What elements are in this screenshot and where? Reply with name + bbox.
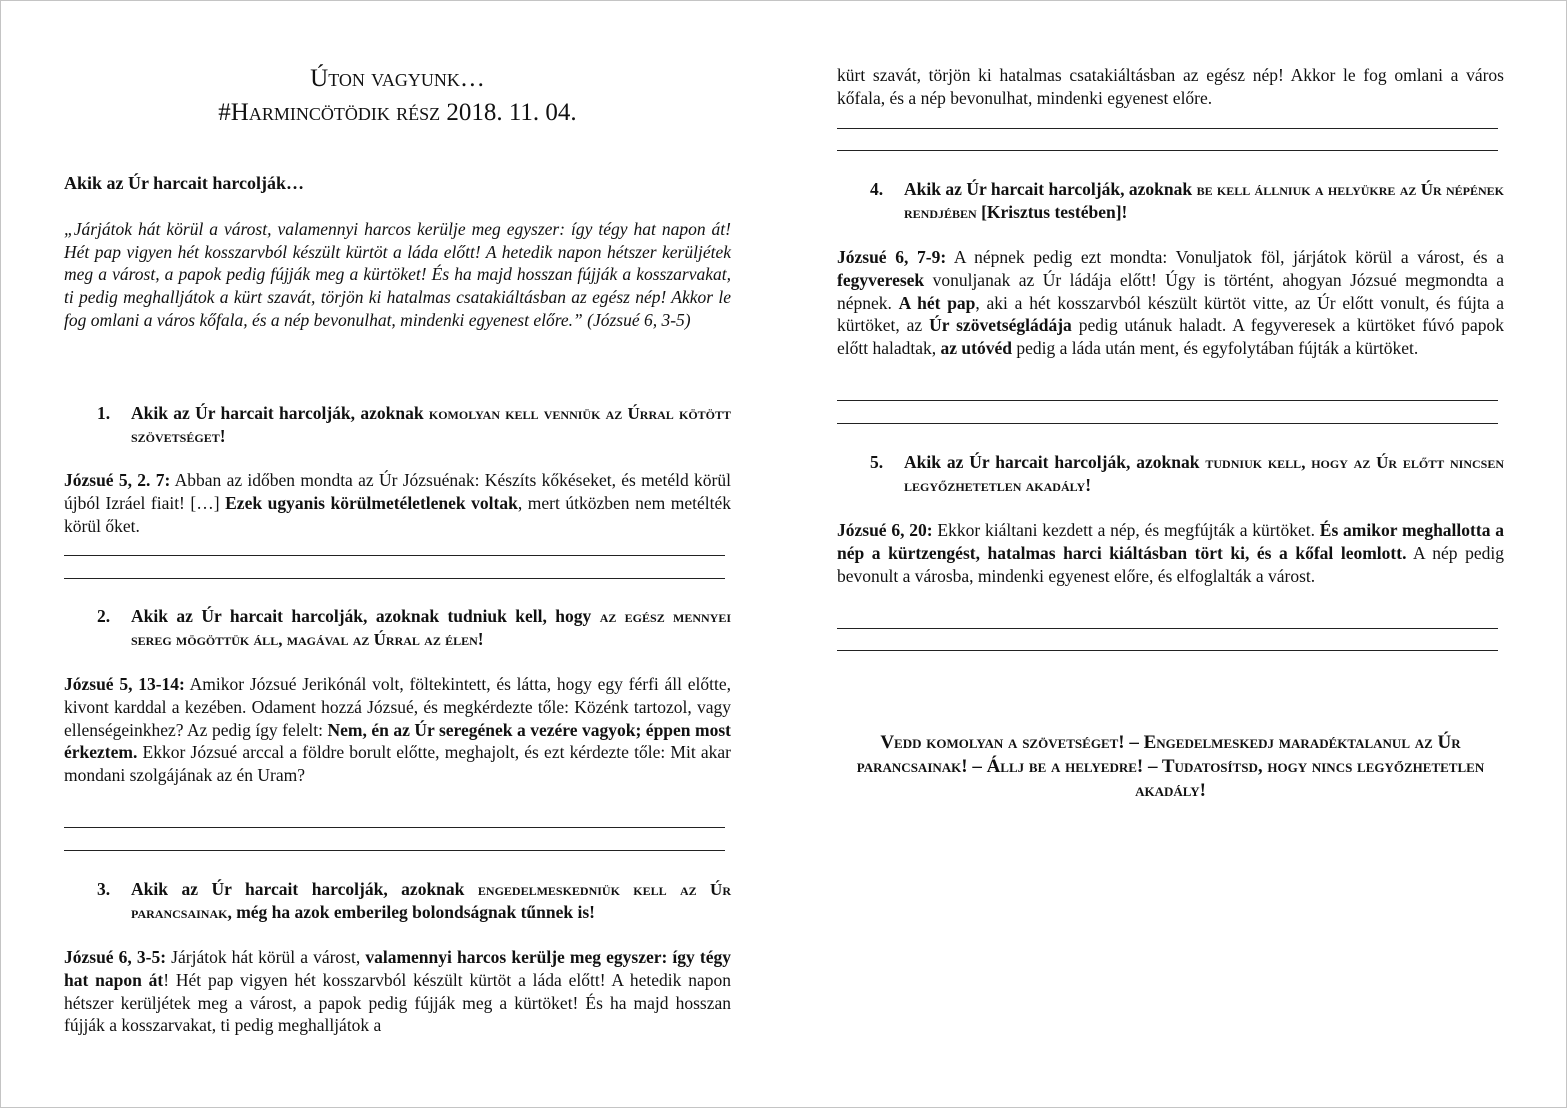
verse-text-bold: A hét pap: [898, 292, 976, 313]
verse-5: [837, 519, 1504, 587]
point-number: 5.: [870, 452, 884, 472]
answer-line[interactable]: [837, 128, 1498, 129]
point-lead: Akik az Úr harcait harcolják, azoknak tudniuk kell, hogy: [131, 606, 592, 626]
verse-ref: Józsué 6, 3-5:: [64, 947, 167, 967]
point-number: 3.: [97, 879, 111, 899]
verse-ref: Józsué 6, 20:: [837, 520, 933, 540]
answer-line[interactable]: [837, 650, 1498, 651]
verse-1: [64, 469, 731, 537]
answer-line[interactable]: [64, 850, 725, 851]
verse-3-continuation: kürt szavát, törjön ki hatalmas csatakiáltásban az egész nép! Akkor le fog omlani a város kőfala, és a nép bevonulhat, mindenki egyenest előre.: [837, 65, 1504, 108]
verse-text: pedig a láda után ment, és egyfolytában fújták a kürtöket.: [1011, 338, 1419, 359]
verse-text-bold: Úr szövetségládája: [929, 315, 1072, 336]
point-number: 1.: [97, 403, 111, 423]
answer-line[interactable]: [837, 150, 1498, 151]
point-end: [Krisztus testében]!: [976, 202, 1128, 222]
verse-text: A nép pedig bevonult a városba, mindenki egyenest előre, és elfoglalták a várost.: [837, 542, 1504, 586]
closing-summary: Vedd komolyan a szövetséget! – Engedelmeskedj maradéktalanul az Úr parancsainak! – Állj be a helyedre! – Tudatosítsd, hogy nincs legyőzhetetlen akadály!: [856, 732, 1485, 801]
point-text: [131, 605, 731, 651]
verse-text: A népnek pedig ezt mondta: Vonuljatok föl, járjátok körül a várost, és a: [946, 247, 1505, 267]
point-lead: Akik az Úr harcait harcolják, azoknak: [131, 879, 465, 899]
verse-text-bold: És amikor meghallotta a nép a kürtzengést, hatalmas harci kiáltásban tört ki, és a kőfal leomlott.: [837, 520, 1504, 563]
point-lead: Akik az Úr harcait harcolják, azoknak: [131, 403, 424, 423]
point-number: 2.: [97, 606, 111, 626]
point-end: , még ha azok emberileg bolondságnak tűnnek is!: [227, 902, 595, 922]
verse-ref: Józsué 5, 2. 7:: [64, 470, 171, 490]
verse-text: pedig utánuk haladt. A fegyveresek a kürtöket fúvó papok előtt haladtak,: [837, 315, 1504, 359]
point-lead: Akik az Úr harcait harcolják, azoknak: [904, 179, 1193, 199]
document-title: Úton vagyunk…: [310, 65, 485, 92]
verse-ref: Józsué 5, 13-14:: [64, 674, 185, 694]
answer-line[interactable]: [837, 423, 1498, 424]
point-text: [131, 878, 731, 924]
point-text: [904, 451, 1504, 497]
verse-text-bold: fegyveresek: [837, 269, 925, 290]
verse-text: ! Hét pap vigyen hét kosszarvból készült kürtöt a láda előtt! A hetedik napon hétszer kerüljétek meg a várost, a papok pedig fújják meg a kürtöket! És ha majd hosszan fújják a kosszarvakat, ti pedig meghalljátok a: [64, 969, 731, 1036]
point-emphasis: engedelmeskedniük kell az Úr parancsainak: [131, 880, 731, 922]
verse-text: vonuljanak az Úr ládája előtt! Úgy is történt, ahogyan Józsué megmondta a népnek.: [837, 269, 1504, 313]
point-emphasis: az egész mennyei sereg mögöttük áll, magával az Úrral az élen: [131, 607, 731, 649]
answer-line[interactable]: [64, 555, 725, 556]
point-number: 4.: [870, 179, 884, 199]
point-text: [904, 178, 1504, 224]
intro-quote: „Járjátok hát körül a várost, valamennyi harcos kerülje meg egyszer: így tégy hat napon át! Hét pap vigyen hét kosszarvból készült kürtöt a láda előtt! A hetedik napon hétszer kerüljétek meg a várost, a papok pedig fújják meg a kürtöket! És ha majd hosszan fújják a kosszarvakat, ti pedig meghalljátok a kürt szavát, törjön ki hatalmas csatakiáltásban az egész nép! Akkor le fog omlani a város kőfala, és a nép bevonulhat, mindenki egyenest előre.” (Józsué 6, 3-5): [64, 219, 731, 330]
verse-text: , aki a hét kosszarvból készült kürtöt vitte, az Úr előtt vonult, és fújta a kürtöket, az: [837, 292, 1504, 336]
point-emphasis: be kell állniuk a helyükre az Úr népének rendjében: [904, 180, 1505, 222]
verse-text: , mert útközben nem metélték körül őket.: [64, 492, 731, 536]
verse-text: Amikor Józsué Jerikónál volt, föltekintett, és látta, hogy egy férfi áll előtte, kivont karddal a kezében. Odament hozzá Józsué, és megkérdezte tőle: Közénk tartozol, vagy ellenségeinkhez? Az pedig így felelt:: [64, 674, 732, 740]
point-emphasis: komolyan kell venniük az Úrral kötött szövetséget: [131, 404, 731, 446]
verse-text-bold: valamennyi harcos kerülje meg egyszer: így tégy hat napon át: [64, 947, 731, 990]
verse-text-bold: az utóvéd: [940, 338, 1012, 359]
verse-ref: Józsué 6, 7-9:: [837, 247, 947, 267]
intro-heading: Akik az Úr harcait harcolják…: [64, 173, 305, 193]
point-end: !: [477, 629, 484, 649]
answer-line[interactable]: [64, 827, 725, 828]
answer-line[interactable]: [64, 578, 725, 579]
verse-3: [64, 946, 731, 1037]
verse-text: Járjátok hát körül a várost,: [166, 947, 366, 967]
verse-text: Ekkor Józsué arccal a földre borult előtte, meghajolt, és ezt kérdezte tőle: Mit akar mondani szolgájának az én Uram?: [64, 742, 731, 786]
verse-4: [837, 246, 1504, 360]
point-end: !: [1085, 475, 1092, 495]
answer-line[interactable]: [837, 628, 1498, 629]
verse-text: Abban az időben mondta az Úr Józsuénak: Készíts kőkéseket, és metéld körül újból Izráel fiait! […]: [64, 470, 731, 513]
verse-text-bold: Ezek ugyanis körülmetéletlenek voltak: [225, 492, 518, 513]
point-lead: Akik az Úr harcait harcolják, azoknak: [904, 452, 1200, 472]
verse-text: Ekkor kiáltani kezdett a nép, és megfújták a kürtöket.: [932, 520, 1320, 540]
answer-line[interactable]: [837, 400, 1498, 401]
document-subtitle: #Harmincötödik rész 2018. 11. 04.: [218, 99, 577, 126]
verse-text-bold: Nem, én az Úr seregének a vezére vagyok; éppen most érkeztem.: [64, 719, 731, 763]
point-text: [131, 402, 731, 448]
verse-2: [64, 673, 731, 787]
point-emphasis: tudniuk kell, hogy az Úr előtt nincsen legyőzhetetlen akadály: [904, 453, 1504, 495]
point-end: !: [219, 426, 226, 446]
